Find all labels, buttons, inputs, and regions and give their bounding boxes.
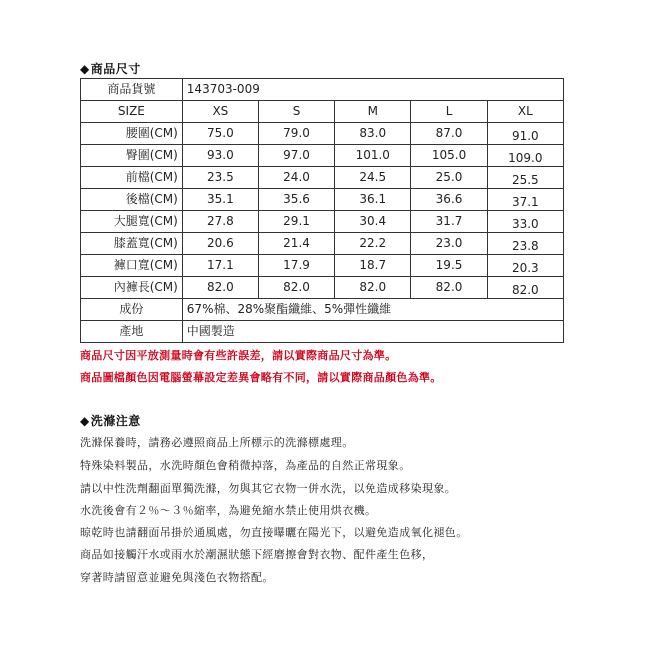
sku-row — [81, 79, 564, 101]
measurement-cell-m: 83.0 — [335, 123, 411, 145]
diamond-bullet-icon: ◆ — [80, 414, 90, 428]
measurement-cell-l: 23.0 — [411, 233, 487, 255]
material-row — [81, 299, 564, 321]
measurement-cell-m: 18.7 — [335, 255, 411, 277]
measurement-cell-m: 101.0 — [335, 145, 411, 167]
measurement-row — [81, 211, 564, 233]
measurement-cell-m: 22.2 — [335, 233, 411, 255]
measurement-cell-xl — [487, 211, 563, 233]
measurement-label: 大腿寬(CM) — [81, 211, 183, 233]
measurement-cell-l: 87.0 — [411, 123, 487, 145]
measurement-cell-xl — [487, 123, 563, 145]
material-value: 67%棉、28%聚酯纖維、5%彈性纖維 — [182, 299, 563, 321]
size-section-heading — [80, 60, 141, 77]
measurement-cell-s: 29.1 — [258, 211, 334, 233]
measurement-cell-xs: 17.1 — [182, 255, 258, 277]
measurement-value: 20.3 — [511, 261, 539, 275]
size-header-l: L — [411, 101, 487, 123]
measurement-cell-xl — [487, 277, 563, 299]
origin-value: 中國製造 — [182, 321, 563, 343]
measurement-value: 23.8 — [511, 239, 539, 253]
care-line: 特殊染料製品，水洗時顏色會稍微掉落，為產品的自然正常現象。 — [80, 459, 411, 472]
measurement-rows — [81, 123, 564, 299]
care-section-heading — [80, 412, 141, 429]
measurement-label: 前檔(CM) — [81, 167, 183, 189]
diamond-bullet-icon: ◆ — [80, 62, 90, 76]
measurement-cell-m: 36.1 — [335, 189, 411, 211]
care-line: 水洗後會有２％～３％縮率，為避免縮水禁止使用烘衣機。 — [80, 504, 377, 517]
measurement-cell-s: 21.4 — [258, 233, 334, 255]
size-disclaimer-note: 商品尺寸因平放測量時會有些許誤差，請以實際商品尺寸為準。 — [80, 349, 397, 362]
measurement-cell-l: 31.7 — [411, 211, 487, 233]
size-header-m: M — [335, 101, 411, 123]
measurement-cell-xs: 35.1 — [182, 189, 258, 211]
measurement-cell-l: 19.5 — [411, 255, 487, 277]
measurement-cell-m: 82.0 — [335, 277, 411, 299]
measurement-cell-l: 82.0 — [411, 277, 487, 299]
size-header-label: SIZE — [81, 101, 183, 123]
color-disclaimer-note: 商品圖檔顏色因電腦螢幕設定差異會略有不同，請以實際商品顏色為準。 — [80, 371, 442, 384]
measurement-cell-s: 97.0 — [258, 145, 334, 167]
measurement-row — [81, 189, 564, 211]
size-section-title: 商品尺寸 — [90, 62, 141, 76]
measurement-cell-xl — [487, 167, 563, 189]
size-header-xs: XS — [182, 101, 258, 123]
measurement-cell-xs: 75.0 — [182, 123, 258, 145]
measurement-cell-l: 36.6 — [411, 189, 487, 211]
measurement-cell-l: 105.0 — [411, 145, 487, 167]
measurement-label: 膝蓋寬(CM) — [81, 233, 183, 255]
measurement-cell-xs: 23.5 — [182, 167, 258, 189]
measurement-cell-s: 17.9 — [258, 255, 334, 277]
measurement-row — [81, 123, 564, 145]
measurement-cell-xs: 27.8 — [182, 211, 258, 233]
measurement-value: 37.1 — [511, 195, 539, 209]
measurement-cell-xl — [487, 145, 563, 167]
measurement-cell-s: 35.6 — [258, 189, 334, 211]
measurement-cell-m: 24.5 — [335, 167, 411, 189]
measurement-cell-s: 82.0 — [258, 277, 334, 299]
measurement-label: 褲口寬(CM) — [81, 255, 183, 277]
care-section-title: 洗滌注意 — [90, 414, 141, 428]
measurement-cell-m: 30.4 — [335, 211, 411, 233]
sku-label: 商品貨號 — [81, 79, 183, 101]
measurement-value: 82.0 — [511, 283, 539, 297]
measurement-row — [81, 145, 564, 167]
measurement-label: 腰圍(CM) — [81, 123, 183, 145]
measurement-cell-s: 24.0 — [258, 167, 334, 189]
measurement-value: 91.0 — [511, 129, 539, 143]
measurement-value: 33.0 — [511, 217, 539, 231]
measurement-label: 內褲長(CM) — [81, 277, 183, 299]
measurement-cell-xs: 82.0 — [182, 277, 258, 299]
size-header-row — [81, 101, 564, 123]
measurement-row — [81, 255, 564, 277]
material-label: 成份 — [81, 299, 183, 321]
care-line: 穿著時請留意並避免與淺色衣物搭配。 — [80, 571, 274, 584]
measurement-cell-l: 25.0 — [411, 167, 487, 189]
measurement-cell-xl — [487, 255, 563, 277]
care-line: 晾乾時也請翻面吊掛於通風處，勿直接曝曬在陽光下，以避免造成氧化褪色。 — [80, 526, 468, 539]
measurement-cell-s: 79.0 — [258, 123, 334, 145]
origin-label: 產地 — [81, 321, 183, 343]
size-header-xl: XL — [487, 101, 563, 123]
care-line: 洗滌保養時，請務必遵照商品上所標示的洗滌標處理。 — [80, 436, 354, 449]
measurement-cell-xl — [487, 189, 563, 211]
measurement-value: 25.5 — [511, 173, 539, 187]
measurement-cell-xs: 20.6 — [182, 233, 258, 255]
measurement-cell-xl — [487, 233, 563, 255]
measurement-label: 後檔(CM) — [81, 189, 183, 211]
origin-row — [81, 321, 564, 343]
care-line: 請以中性洗劑翻面單獨洗滌，勿與其它衣物一併水洗，以免造成移染現象。 — [80, 482, 457, 495]
measurement-cell-xs: 93.0 — [182, 145, 258, 167]
care-line: 商品如接觸汗水或雨水於潮濕狀態下經磨擦會對衣物、配件產生色移， — [80, 548, 434, 561]
measurement-label: 臀圍(CM) — [81, 145, 183, 167]
measurement-row — [81, 233, 564, 255]
sku-value: 143703-009 — [182, 79, 563, 101]
size-table — [80, 78, 564, 343]
measurement-row — [81, 277, 564, 299]
measurement-value: 109.0 — [508, 151, 543, 165]
measurement-row — [81, 167, 564, 189]
size-header-s: S — [258, 101, 334, 123]
